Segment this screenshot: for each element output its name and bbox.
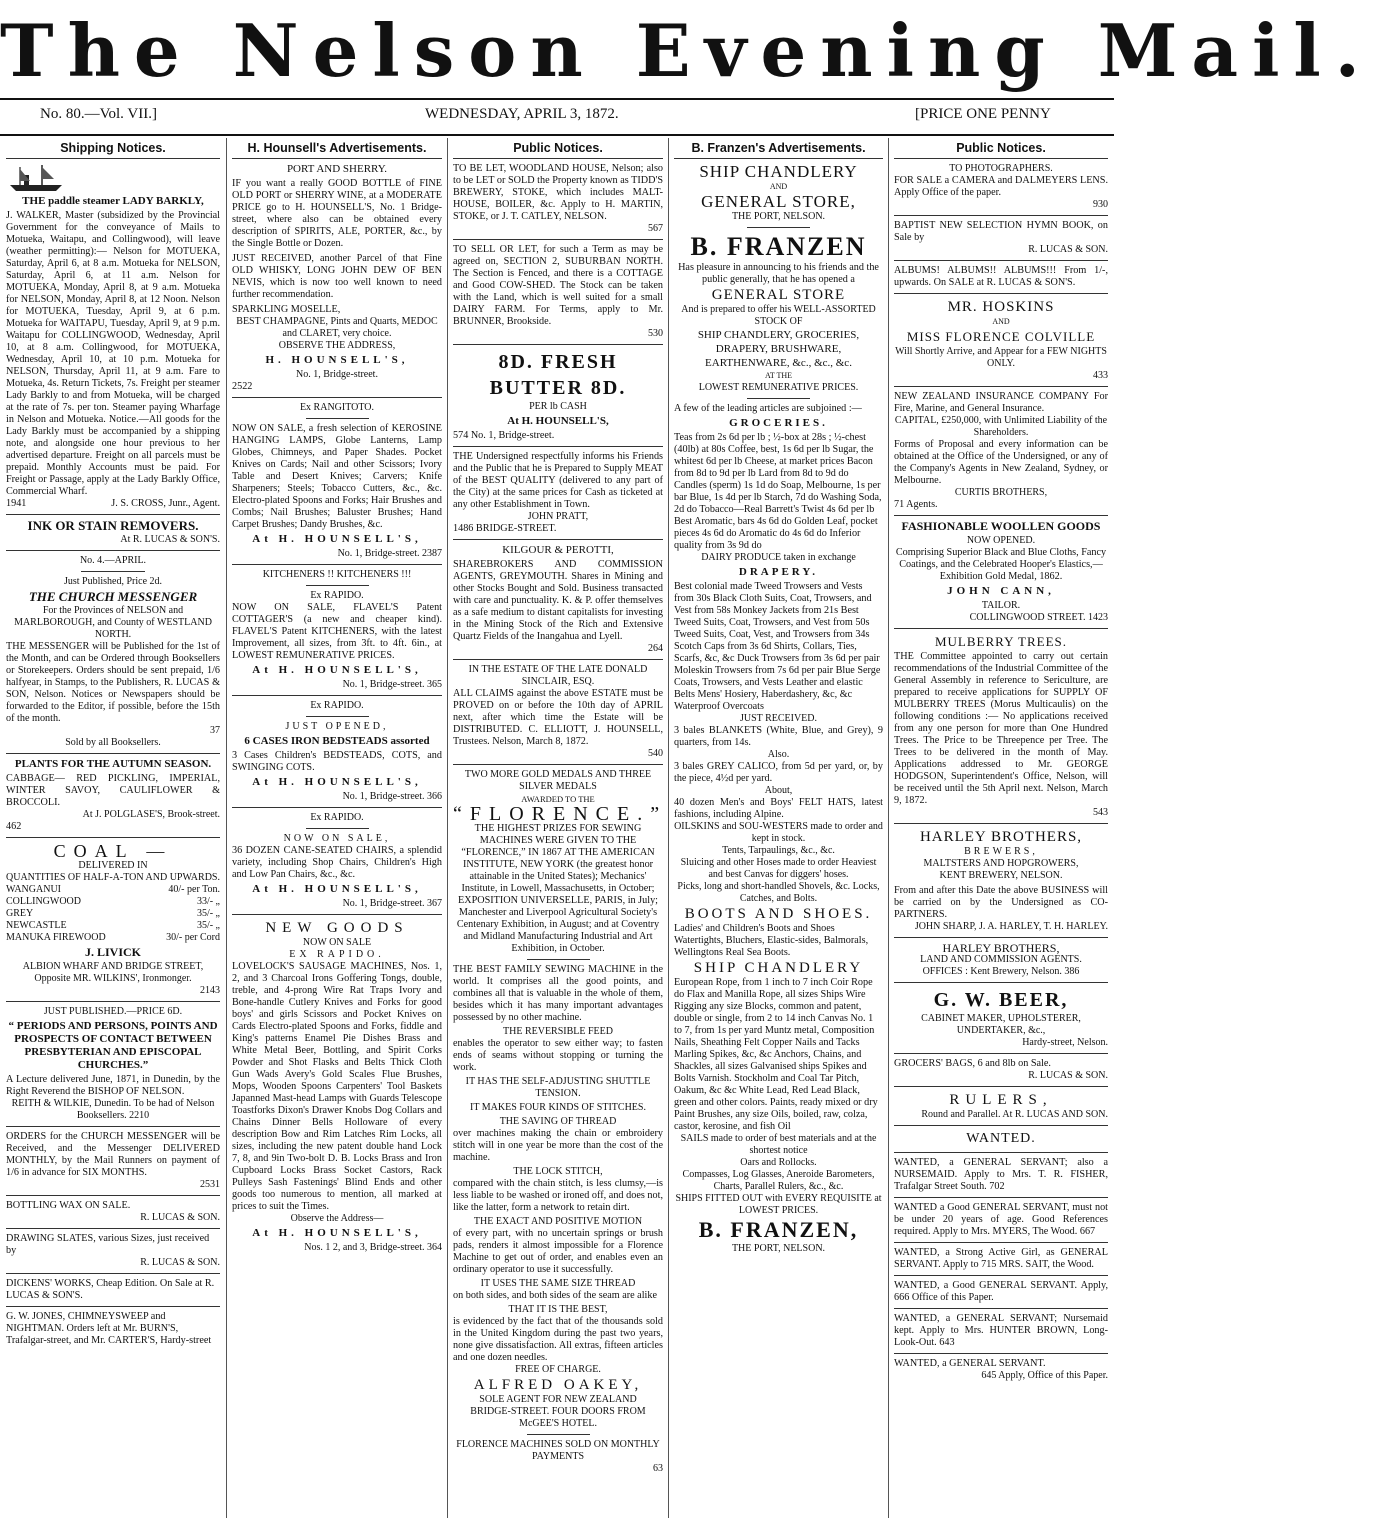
ad-sign: JOHN PRATT, (527, 511, 589, 522)
ad-sub: THE SAVING OF THREAD (499, 1116, 617, 1127)
ad-body: Has pleasure in announcing to his friends and the public generally, that he has opened a (678, 262, 879, 285)
ad-sub: Observe the Address— (290, 1213, 384, 1224)
ad-title: IN THE ESTATE OF THE LATE DONALD SINCLAIR, ESQ. (468, 664, 648, 687)
ad-body: DRAWING SLATES, various Sizes, just received by (6, 1233, 210, 1256)
wanted-ad: WANTED a Good GENERAL SERVANT, must not be under 20 years of age. Good References required. Apply to Mrs. MYERS, The Wood. 667 (894, 1202, 1108, 1237)
ad-sub: Tents, Tarpaulings, &c., &c. (722, 845, 835, 856)
ad-sub: LOWEST REMUNERATIVE PRICES. (698, 382, 859, 393)
ad-title: FASHIONABLE WOOLLEN GOODS (901, 519, 1101, 533)
ad-sub: FLORENCE MACHINES SOLD ON MONTHLY PAYMENTS (456, 1439, 660, 1462)
ad-number: 2522 (232, 381, 253, 392)
harley-ad (894, 828, 1108, 933)
ad-body: LOVELOCK'S SAUSAGE MACHINES, Nos. 1, 2, and 3 Charcoal Irons Goffering Tongs, double, treble, and 4-prong Wire Rat Traps Ivory and Bone-handle Cutlery Knives and Forks for good boys' and girls Scissors and Pocket Knives on Cards Electro-plated Spoons and Forks, fiddle and King's patterns Enamel Pie Dishes Brass and White Metal Beer, Bottling, and Spirit Corks Powder and Shot Flasks and Belts Thick Cloth Gun Wads Avery's Gold Scales Flue Brushes, Mops, Wooden Spoons Carpenters' Tool Baskets Japanned Mast-head Lamps with Guards Telescope Toastforks Dixon's Drawer Knobs Dog Collars and Chains Dinner Bells Holloware of every description Bow and Rim Latches Rim Locks, all sizes, including the new patent double hand Lock 7, 8, and 9in Two-bolt D. B. Locks Brass and Iron Cupboard Locks Brass Socket Castors, Rack Pulleys Sash Fastenings' Blind Ends and other goods too numerous to mention, all marked at prices to suit the Times. (232, 961, 442, 1212)
ad-sub: SAILS made to order of best materials and at the shortest notice (680, 1133, 877, 1156)
ad-sign: Round and Parallel. At R. LUCAS AND SON. (921, 1109, 1108, 1120)
column-heading: H. Hounsell's Advertisements. (232, 140, 442, 159)
column-divider (668, 138, 669, 1518)
ad-sub: KENT BREWERY, NELSON. (939, 870, 1063, 881)
ad-sub: QUANTITIES OF HALF-A-TON AND UPWARDS. (6, 872, 220, 883)
ad-body: European Rope, from 1 inch to 7 inch Coir Rope do Flax and Manilla Rope, all sizes Ships Wire Rigging any size Blocks, common and patent, double or single, from 2 to 14 inch Canvas No. 1 to 7, from 1s per yard Muntz metal, Composition Nails, Sheathing Felt Copper Nails and Tacks Marling Spikes, &c, &c Anchors, Chains, and Shackles, all sizes Galvanised ships Spikes and Bolts Varnish. Stockholm and Coal Tar Pitch, Oakum, &c &c White Lead, Red Lead Black, green and other colors. Paints, ready mixed or dry Paint Brushes, any size Oils, boiled, raw, colza, castor, kerosine, and fish Oil (674, 977, 878, 1132)
ad-sub: DAIRY PRODUCE taken in exchange (701, 552, 856, 563)
ad-sub: Compasses, Log Glasses, Aneroide Barometers, Charts, Parallel Rulers, &c., &c. (682, 1169, 875, 1192)
ad-body: NOW ON SALE, FLAVEL'S Patent COTTAGER'S (a new and cheaper kind). FLAVEL'S Patent KITCHENERS, with the latest Improvement, all sizes, from 3ft. to 4ft. 6in., at LOWEST REMUNERATIVE PRICES. (232, 602, 442, 661)
table-row: NEWCASTLE 35/- „ (6, 920, 220, 931)
table-row: GREY 35/- „ (6, 908, 220, 919)
ad-body: 3 Cases Children's BEDSTEADS, COTS, and SWINGING COTS. (232, 750, 442, 773)
ad-sub: THE EXACT AND POSITIVE MOTION (473, 1216, 643, 1227)
ad-body: THE BEST FAMILY SEWING MACHINE in the world. It comprises all the good points, and combines all that is valuable in the whole of them, besides which it has many important advantages possessed by no other machine. (453, 964, 663, 1023)
ad-title: “FLORENCE.” (453, 803, 668, 825)
ad-sub: Oars and Rollocks. (740, 1157, 817, 1168)
ad-sub: BEST CHAMPAGNE, Pints and Quarts, MEDOC and CLARET, very choice. (236, 316, 438, 339)
ad-sub: THE PORT, NELSON. (731, 1243, 826, 1254)
dateline-rule (0, 134, 1114, 136)
periods-ad (6, 1006, 220, 1122)
ad-body: THE HIGHEST PRIZES FOR SEWING MACHINES WERE GIVEN TO THE “FLORENCE,” IN 1867 AT THE AMERICAN INSTITUTE, NEW YORK (the greatest honor attainable in the United States); Mechanics' Institute, in Lowell, Massachusetts, in October; EXPOSITION UNIVERSELLE, PARIS, in July; Manchester and Liverpool Agricultural Society's Centenary Exhibition, in August; and at Coventry and Midland Manufacturing Industrial and Art Exhibition, in October. (456, 823, 660, 954)
ad-body: compared with the chain stitch, is less clumsy,—is less liable to be washed or ironed off, and does not, like the latter, form a network to retain dirt. (453, 1178, 663, 1213)
wanted-section (894, 1130, 1108, 1382)
woollen-ad (894, 520, 1108, 624)
ad-title: JOHN CANN, (947, 585, 1055, 597)
ad-number: 37 (210, 725, 220, 736)
ad-body: G. W. JONES, CHIMNEYSWEEP and NIGHTMAN. Orders left at Mr. BURN'S, Trafalgar-street, and Mr. CARTER'S, Hardy-street (6, 1311, 212, 1346)
ad-title: PORT AND SHERRY. (286, 163, 388, 175)
ad-title: COAL — (53, 841, 173, 861)
ad-body: Best colonial made Tweed Trowsers and Vests from 30s Black Cloth Suits, Coat, Trowsers, and Vest from 58s Monkey Jackets from 21s Best Tweed Suits, Coat, Trowsers, and Vest from 50s Tweed Suits, Coat, Vest, and Trowsers from 34s Scotch Caps from 3s 6d Shirts, Collars, Ties, Scarfs, &c, &c Duck Trowsers from 3s 6d per pair Moleskin Trowsers from 7s 6d per pair Blue Serge Coats, Trowsers, and Vests Leather and elastic Belts Mens' Hosiery, Haberdashery, &c, &c Waterproof Overcoats (674, 581, 881, 712)
ad-title: DRAPERY. (738, 566, 819, 578)
ad-sub: TAILOR. (981, 600, 1021, 611)
ad-title: SHIP CHANDLERY (693, 960, 864, 976)
ad-body: Comprising Superior Black and Blue Cloths, Fancy Coatings, and the Celebrated Hooper's Elastics,—Exhibition Gold Medal, 1862. (895, 547, 1107, 582)
ad-sub: THE REVERSIBLE FEED (503, 1026, 613, 1037)
ad-line: SPARKLING MOSELLE, (232, 304, 341, 315)
ad-sub: LAND AND COMMISSION AGENTS. (920, 954, 1082, 965)
ad-title: “ PERIODS AND PERSONS, POINTS AND PROSPECTS OF CONTACT BETWEEN PRESBYTERIAN AND EPISCOPAL CHURCHES.” (8, 1020, 218, 1071)
ad-title: HARLEY BROTHERS, (919, 829, 1083, 845)
ad-sub: OILSKINS and SOU-WESTERS made to order and kept in stock. (674, 821, 883, 844)
harley-agents-ad (894, 942, 1108, 978)
ad-body: ALBUMS! ALBUMS!! ALBUMS!!! From 1/-, upwards. On SALE at R. LUCAS & SON'S. (894, 265, 1108, 288)
ink-ad (6, 519, 220, 546)
column-heading: B. Franzen's Advertisements. (674, 140, 883, 159)
ad-sub: NOW ON SALE, (283, 833, 391, 844)
ad-title: THE CHURCH MESSENGER (28, 589, 198, 604)
column-hounsell (232, 140, 442, 1516)
ad-title: MISS FLORENCE COLVILLE (906, 329, 1096, 344)
ad-body: DICKENS' WORKS, Cheap Edition. On Sale at R. LUCAS & SON'S. (6, 1278, 215, 1301)
issue-date: WEDNESDAY, APRIL 3, 1872. (425, 106, 619, 122)
bottling-ad (6, 1200, 220, 1224)
ad-body: of every part, with no uncertain springs or brush pads, renders it almost impossible for a Florence Machine to get out of order, and enables even an ordinary operator to use it successfully. (453, 1228, 663, 1275)
ad-sub: MALTSTERS AND HOPGROWERS, (923, 858, 1079, 869)
ad-sign: JOHN SHARP, J. A. HARLEY, T. H. HARLEY. (914, 921, 1108, 932)
masthead-title: The Nelson Evening Mail. (0, 8, 1374, 93)
ad-title: INK OR STAIN REMOVERS. (27, 518, 199, 533)
ad-number: 63 (653, 1463, 663, 1474)
ad-number: 1941 (6, 498, 27, 509)
ad-sub: For the Provinces of NELSON and MARLBOROUGH, and County of WESTLAND NORTH. (14, 605, 212, 640)
florence-ad (453, 769, 668, 1475)
ad-sign: No. 1, Bridge-street. 2387 (337, 548, 442, 559)
ad-sign: R. LUCAS & SON. (140, 1257, 220, 1268)
orders-ad (6, 1131, 220, 1191)
table-row: WANGANUI 40/- per Ton. (6, 884, 220, 895)
column-heading: Public Notices. (453, 140, 663, 159)
ad-title: KILGOUR & PEROTTI, (502, 544, 614, 556)
ad-number: 530 (648, 328, 663, 339)
ad-title: GROCERIES. (729, 417, 828, 429)
ad-body: NEW ZEALAND INSURANCE COMPANY For Fire, Marine, and General Insurance. (894, 391, 1108, 414)
column-franzen (674, 140, 883, 1516)
messenger-ad (6, 555, 220, 749)
ad-sub: EX RAPIDO. (289, 949, 385, 960)
ad-sub: THE PORT, NELSON. (731, 211, 826, 222)
ad-sub: DELIVERED IN (78, 860, 148, 871)
ad-sub: Ex RAPIDO. (310, 812, 364, 823)
ad-sign: COLLINGWOOD STREET. 1423 (969, 612, 1108, 623)
ad-title: ALFRED OAKEY, (473, 1377, 643, 1393)
issue-price: [PRICE ONE PENNY (915, 106, 1051, 122)
ad-body: J. WALKER, Master (subsidized by the Provincial Government for the conveyance of Mails to Motueka, Waitapu, and Collingwood), will leave (weather permitting):— Nelson for MOTUEKA, Saturday, April 6, at 8 a.m. Motueka for NELSON, Saturday, April 6, at 11 a.m. Nelson for MOTUEKA, Monday, April 8, at 9 a.m. Motueka for NELSON, Monday, April 8, at 12 Noon. Nelson for MOTUEKA, Tuesday, April 9, at 6 p.m. Motueka for WAITAPU, Tuesday, April 9, at 9 p.m. Waitapu for COLLINGWOOD, Wednesday, April 10, at 8 a.m. Collingwood, for MOTUEKA, Wednesday, April 10, at 10 p.m. Motueka for NELSON, Thursday, April 11, at 9 a.m. Fare to Motueka, 4s. Return Tickets, 7s. Freight per steamer Lady Barkly to and from Motueka, will be charged at the rate of 7s. per ton. Steamer paying Wharfage in Nelson and Motueka. Notice.—All goods for the Lady Barkly must be accompanied by a shipping note, and alongside one hour previous to her advertised departure. Freight on all parcels must be prepaid. Monthly Accounts must be paid. For Freight or Passage, apply at the Lady Barkly Office, Commercial Wharf. (6, 210, 220, 497)
ad-body: over machines making the chain or embroidery stitch will in one year be more than the cost of the machine. (453, 1128, 663, 1163)
ad-sub: Will Shortly Arrive, and Appear for a FEW NIGHTS ONLY. (895, 346, 1107, 369)
column-heading: Shipping Notices. (6, 140, 220, 159)
ad-body: From and after this Date the above BUSINESS will be carried on by the Undersigned as CO-PARTNERS. (894, 885, 1108, 920)
meat-ad (453, 451, 663, 535)
ad-number: 543 (1093, 807, 1108, 818)
column-divider (226, 138, 227, 1518)
column-public-notices-2 (894, 140, 1108, 1516)
ad-sign: R. LUCAS & SON. (1028, 244, 1108, 255)
ad-body: JUST RECEIVED, another Parcel of that Fine OLD WHISKY, LONG JOHN DEW OF BEN NEVIS, which is now too well known to need further recommendation. (232, 253, 442, 300)
ad-sign: No. 1, Bridge-street. 367 (342, 898, 442, 909)
ad-sub: TWO MORE GOLD MEDALS AND THREE SILVER MEDALS (464, 769, 652, 792)
ad-sub: No. 1, Bridge-street. (296, 369, 378, 380)
wanted-ad: WANTED, a GENERAL SERVANT; also a NURSEMAID. Apply to Mrs. T. R. FISHER, Trafalgar Street South. 702 (894, 1157, 1108, 1192)
ad-number: 462 (6, 821, 22, 832)
ad-sub: ALBION WHARF AND BRIDGE STREET, (22, 961, 204, 972)
ad-sub: OBSERVE THE ADDRESS, (278, 340, 396, 351)
ad-sub: OFFICES : Kent Brewery, Nelson. 386 (922, 966, 1080, 977)
ad-body: 3 bales BLANKETS (White, Blue, and Grey), 9 quarters, from 14s. (674, 725, 883, 748)
ad-title: RULERS, (949, 1092, 1053, 1108)
ad-number: 930 (1093, 199, 1108, 210)
ad-sign: R. LUCAS & SON. (1028, 1070, 1108, 1081)
ad-title: H. HOUNSELL'S, (265, 354, 409, 366)
ad-body: 40 dozen Men's and Boys' FELT HATS, latest fashions, including Alpine. (674, 797, 883, 820)
coal-ad (6, 842, 220, 997)
ad-sub: IT HAS THE SELF-ADJUSTING SHUTTLE TENSION. (465, 1076, 651, 1099)
ad-sub: PER lb CASH (529, 401, 587, 412)
ad-title: B. FRANZEN (690, 232, 867, 261)
ad-title: 6 CASES IRON BEDSTEADS assorted (244, 735, 430, 747)
ad-title: At H. HOUNSELL'S, (252, 533, 422, 545)
port-sherry-ad (232, 163, 442, 393)
dateline (0, 106, 1114, 128)
ad-sign: At J. POLGLASE'S, Brook-street. (82, 809, 220, 820)
ad-number: 540 (648, 748, 663, 759)
ad-sign: J. S. CROSS, Junr., Agent. (111, 498, 220, 509)
ad-sign: 645 Apply, Office of this Paper. (981, 1370, 1108, 1381)
ad-body: ORDERS for the CHURCH MESSENGER will be Received, and the Messenger DELIVERED MONTHLY, by the Mail Runners on payment of 1/6 in advance for SIX MONTHS. (6, 1131, 220, 1178)
wanted-ad: WANTED, a GENERAL SERVANT. (894, 1358, 1046, 1369)
ad-sub: IT MAKES FOUR KINDS OF STITCHES. (470, 1102, 646, 1113)
ad-sub: AND (769, 182, 788, 191)
ad-sub: CABINET MAKER, UPHOLSTERER, UNDERTAKER, &c., (921, 1013, 1081, 1036)
chairs-ad (232, 812, 442, 910)
sell-ad (453, 244, 663, 340)
plants-ad (6, 758, 220, 833)
ad-body: A Lecture delivered June, 1871, in Dunedin, by the Right Reverend the BISHOP OF NELSON. (6, 1074, 220, 1097)
dickens-ad (6, 1278, 220, 1302)
ad-sub: FREE OF CHARGE. (515, 1364, 601, 1375)
ad-sub: Also. (767, 749, 790, 760)
photographers-ad (894, 163, 1108, 211)
steamer-ad (6, 163, 220, 510)
ad-sub: AT THE (764, 371, 793, 380)
ad-sub: About, (764, 785, 793, 796)
ad-number: 2143 (200, 985, 220, 996)
hymn-ad (894, 220, 1108, 256)
ad-sub: NOW OPENED. (966, 535, 1036, 546)
ad-sign: CURTIS BROTHERS, (954, 487, 1048, 498)
ad-sub: IT USES THE SAME SIZE THREAD (480, 1278, 636, 1289)
ad-sub: AWARDED TO THE (521, 794, 595, 804)
estate-ad (453, 664, 663, 760)
ad-body: THE Undersigned respectfully informs his Friends and the Public that he is Prepared to Supply MEAT of the BEST QUALITY (delivered to any part of the City) at the same prices for Cash as ticketed at any other Establishment in Town. (453, 451, 663, 510)
ad-title: B. FRANZEN, (698, 1217, 859, 1242)
ad-body: Forms of Proposal and every information can be obtained at the Office of the Undersigned, or any of the Company's Agents in New Zealand, Sydney, or Melbourne. (894, 439, 1108, 486)
bedsteads-ad (232, 700, 442, 803)
steamer-icon (6, 163, 220, 193)
ad-body: GROCERS' BAGS, 6 and 8lb on Sale. (894, 1058, 1051, 1069)
ad-sub: JUST RECEIVED. (739, 713, 818, 724)
ad-number: 567 (648, 223, 663, 234)
new-goods-ad (232, 919, 442, 1254)
column-public-notices (453, 140, 668, 1516)
ad-body: Ladies' and Children's Boots and Shoes Watertights, Bluchers, Elastic-sides, Balmorals, Wellingtons Real Sea Boots. (674, 923, 869, 958)
ad-sub: SHIP CHANDLERY, GROCERIES, DRAPERY, BRUSHWARE, EARTHENWARE, &c., &c., &c. (697, 329, 860, 369)
ad-title: At H. HOUNSELL'S, (252, 776, 422, 788)
ad-body: enables the operator to sew either way; to fasten ends of seams without stopping or turning the work. (453, 1038, 663, 1073)
ad-body: BAPTIST NEW SELECTION HYMN BOOK, on Sale by (894, 220, 1108, 243)
ad-number: 71 Agents. (894, 499, 938, 510)
ad-number: 264 (648, 643, 663, 654)
ad-sub: CAPITAL, £250,000, with Unlimited Liability of the Shareholders. (894, 415, 1108, 438)
kilgour-ad (453, 544, 663, 655)
ad-sub: JUST PUBLISHED.—PRICE 6D. (43, 1006, 183, 1017)
butter-ad (453, 349, 663, 442)
ad-sub: AND (992, 317, 1010, 326)
ad-title: MR. HOSKINS (947, 299, 1055, 315)
wanted-ad: WANTED, a Good GENERAL SERVANT. Apply, 666 Office of this Paper. (894, 1280, 1108, 1303)
ad-body: 3 bales GREY CALICO, from 5d per yard, or, by the piece, 4½d per yard. (674, 761, 883, 784)
ad-sub: SHIPS FITTED OUT with EVERY REQUISITE at LOWEST PRICES. (675, 1193, 882, 1216)
column-shipping-notices (6, 140, 220, 1516)
ad-sub: No. 4.—APRIL. (79, 555, 147, 566)
column-heading: Public Notices. (894, 140, 1108, 159)
ad-body: SHAREBROKERS AND COMMISSION AGENTS, GREYMOUTH. Shares in Mining and other Stocks Bought and Sold. Business transacted with care and punctuality. K. & P. offer themselves as a safe medium to distant capitalists for investing in the Mining Stock of the Rich and Extensive Quartz Fields of the Inangahua and Lyell. (453, 559, 663, 642)
wanted-ad: WANTED, a Strong Active Girl, as GENERAL SERVANT. Apply to 715 MRS. SAIT, the Wood. (894, 1247, 1108, 1270)
albums-ad (894, 265, 1108, 289)
ad-body: NOW ON SALE, a fresh selection of KEROSINE HANGING LAMPS, Globe Lanterns, Lamp Globes, Chimneys, and Paper Shades. Pocket Knives on Cards; Nail and other Scissors; Ivory Table and Desert Knives; Carvers; Knife Sharpeners; Steels; Tobacco Cutters, &c., &c. Electro-plated Spoons and Forks; Hair Brushes and Combs; Nail Brushes; Baluster Brushes; Hand Carpet Brushes; Dandy Brushes, &c. (232, 423, 442, 530)
issue-number: No. 80.—Vol. VII.] (40, 106, 157, 122)
ad-sub: Sold by all Booksellers. (65, 737, 161, 748)
rangitoto-ad (232, 402, 442, 560)
ad-sub: JUST OPENED, (285, 721, 389, 732)
ad-title: 8D. FRESH BUTTER 8D. (489, 351, 627, 399)
ad-title: At H. HOUNSELL'S, (252, 664, 422, 676)
ad-title: At H. HOUNSELL'S, (252, 883, 422, 895)
ad-title: PLANTS FOR THE AUTUMN SEASON. (14, 758, 212, 770)
ad-sub: And is prepared to offer his WELL-ASSORTED STOCK OF (681, 304, 876, 327)
ad-title: TO PHOTOGRAPHERS. (949, 163, 1053, 174)
ad-title: NEW GOODS (265, 920, 409, 936)
ad-sub: Ex RAPIDO. (310, 700, 364, 711)
ad-body: FOR SALE a CAMERA and DALMEYERS LENS. Apply Office of the paper. (894, 175, 1108, 198)
ad-title: At H. HOUNSELL'S, (252, 1227, 422, 1239)
ad-sub: NOW ON SALE (302, 937, 372, 948)
beer-ad (894, 987, 1108, 1049)
ad-sub: Just Published, Price 2d. (63, 576, 163, 587)
ad-body: CABBAGE— RED PICKLING, IMPERIAL, WINTER SAVOY, CAULIFLOWER & BROCCOLI. (6, 773, 220, 808)
mulberry-ad (894, 633, 1108, 819)
ad-body: is evidenced by the fact that of the thousands sold in the United Kingdom during the past two years, none give dissatisfaction. All extras, fifteen articles and one dozen needles. (453, 1316, 663, 1363)
ad-sign: No. 1, Bridge-street. 366 (342, 791, 442, 802)
wanted-ad: WANTED, a GENERAL SERVANT; Nursemaid kept. Apply to Mrs. HUNTER BROWN, Long-Look-Out. 643 (894, 1313, 1108, 1348)
ad-sub: THE LOCK STITCH, (513, 1166, 603, 1177)
ad-body: ALL CLAIMS against the above ESTATE must be PROVED on or before the 10th day of APRIL next, after which time the Estate will be DISTRIBUTED. C. ELLIOTT, J. HOUNSELL, Trustees. Nelson, March 8, 1872. (453, 688, 663, 747)
ad-title: MULBERRY TREES. (934, 634, 1068, 649)
ad-body: THE MESSENGER will be Published for the 1st of the Month, and can be Ordered through Booksellers or Storekeepers. Orders should be sent prepaid, 1/6 halfyear, in Stamps, to the Publishers, R. LUCAS & SON, Nelson. Notices or Newspapers should be forwarded to the Editor, if possible, before the 15th of the month. (6, 641, 220, 724)
ad-sign: At R. LUCAS & SON'S. (120, 534, 220, 545)
ad-sub: Picks, long and short-handled Shovels, &c. Locks, Catches, and Bolts. (677, 881, 880, 904)
ad-title: GENERAL STORE, (701, 192, 856, 211)
ad-number: 1486 BRIDGE-STREET. (453, 523, 557, 534)
ad-title: BOOTS AND SHOES. (684, 906, 873, 922)
ad-sub: KITCHENERS !! KITCHENERS !!! (262, 569, 412, 580)
ad-body: TO BE LET, WOODLAND HOUSE, Nelson; also to be LET or SOLD the Property known as TIDD'S BREWERY, STOKE, which includes MALT-HOUSE, BOILER, &c. Apply to H. MARTIN, STOKE, or J. T. CATLEY, NELSON. (453, 163, 663, 222)
let-ad (453, 163, 663, 235)
ad-sign: R. LUCAS & SON. (140, 1212, 220, 1223)
ad-title: J. LIVICK (84, 945, 141, 959)
ad-title: HARLEY BROTHERS, (942, 941, 1060, 955)
ad-body: TO SELL OR LET, for such a Term as may be agreed on, SECTION 2, SUBURBAN NORTH. The Section is Fenced, and there is a COTTAGE and Good COW-SHED. The Stock can be taken with the Land, which is well suited for a small DAIRY FARM. For Terms, apply to Mr. BRUNNER, Brookside. (453, 244, 663, 327)
bags-ad (894, 1058, 1108, 1082)
ad-sub: Opposite MR. WILKINS', Ironmonger. (34, 973, 192, 984)
ad-sub: Sluicing and other Hoses made to order Heaviest and best Canvas for diggers' hoses. (680, 857, 877, 880)
jones-ad (6, 1311, 220, 1347)
ad-sub: Ex RAPIDO. (310, 590, 364, 601)
ad-sign: Hardy-street, Nelson. (1022, 1037, 1108, 1048)
column-divider (447, 138, 448, 1518)
ad-title: BOTTLING WAX ON SALE. (6, 1200, 131, 1211)
ad-number: 433 (1093, 370, 1108, 381)
masthead-rule (0, 98, 1114, 100)
column-divider (888, 138, 889, 1518)
rulers-ad (894, 1091, 1108, 1121)
ad-body: 36 DOZEN CANE-SEATED CHAIRS, a splendid variety, including Shop Chairs, Children's High and Low Pan Chairs, &c., &c. (232, 845, 442, 880)
ad-body: THE Committee appointed to carry out certain recommendations of the Industrial Committee of the General Assembly in reference to Sericulture, are prepared to receive applications for SUPPLY OF MULBERRY TREES (Morus Multicaulis) on the following conditions :— No applications received from any one person for more than One Hundred Trees. The Price to be Threepence per Tree. The Trees to be delivered in the month of May. Applications addressed to Mr. GEORGE HODGSON, Superintendent's Office, Nelson, will be received until the 5th April next. Nelson, March 9, 1872. (894, 651, 1108, 806)
ad-number: 2531 (200, 1179, 220, 1190)
ad-sub: THAT IT IS THE BEST, (508, 1304, 608, 1315)
ad-sign: REITH & WILKIE, Dunedin. To be had of Nelson Booksellers. 2210 (11, 1098, 215, 1121)
insurance-ad (894, 391, 1108, 511)
ad-sign: Nos. 1 2, and 3, Bridge-street. 364 (304, 1242, 442, 1253)
ad-sub: BREWERS, (964, 846, 1038, 857)
drawing-ad (6, 1233, 220, 1269)
ad-title: GENERAL STORE (711, 287, 846, 303)
ad-title: WANTED. (966, 1131, 1036, 1146)
ad-sub: SOLE AGENT FOR NEW ZEALAND (479, 1394, 637, 1405)
ad-title: G. W. BEER, (933, 989, 1069, 1011)
table-row: COLLINGWOOD 33/- „ (6, 896, 220, 907)
ad-sub: BRIDGE-STREET. FOUR DOORS FROM McGEE'S HOTEL. (470, 1406, 646, 1429)
ad-body: on both sides, and both sides of the seam are alike (453, 1290, 657, 1301)
franzen-ad (674, 163, 883, 1255)
kitcheners-ad (232, 569, 442, 691)
ad-title: THE paddle steamer LADY BARKLY, (22, 195, 204, 207)
coal-rates-table (6, 884, 220, 944)
ad-sub: Ex RANGITOTO. (299, 402, 375, 413)
ad-line: A few of the leading articles are subjoined :— (674, 403, 862, 414)
hoskins-ad (894, 298, 1108, 382)
ad-title: SHIP CHANDLERY (699, 162, 858, 181)
ad-body: Teas from 2s 6d per lb ; ½-box at 28s ; ½-chest (40lb) at 80s Coffee, best, 1s 6d per lb Sugar, the whitest 6d per lb Cheese, at market prices Bacon from 8d to 9d per lb Lard from 8d to 9d do Candles (sperm) 1s 1d do Soap, Melbourne, 1s per bar Blue, 1s 4d per lb Starch, 7d do Washing Soda, 2d do Tobacco—Real Barrett's Twist 4s 6d per lb Best Aromatic, bars 4s 6d do Golden Leaf, pocket pieces 4s 6d do Aromatic do 4s 6d do Inferior quality from 3s 9d do (674, 432, 882, 551)
table-row: MANUKA FIREWOOD 30/- per Cord (6, 932, 220, 943)
ad-sign: 574 No. 1, Bridge-street. (453, 430, 555, 441)
ad-title: At H. HOUNSELL'S, (507, 415, 609, 427)
ad-sign: No. 1, Bridge-street. 365 (342, 679, 442, 690)
ad-body: IF you want a really GOOD BOTTLE of FINE OLD PORT or SHERRY WINE, at a MODERATE PRICE go to H. HOUNSELL'S, No. 1 Bridge-street, where also can be obtained every description of SPIRITS, ALE, PORTER, &c., by the Single Bottle or Dozen. (232, 178, 442, 249)
